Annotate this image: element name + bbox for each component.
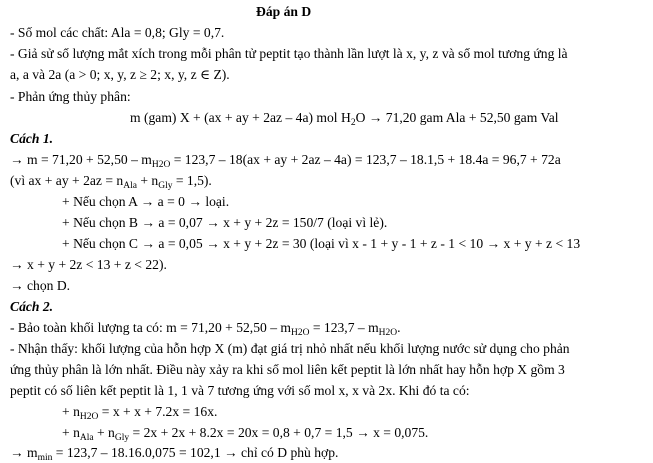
method-2-heading: Cách 2. bbox=[10, 299, 54, 314]
option-b-line: + Nếu chọn B → a = 0,07 → x + y + 2z = 150/7 (loại vì lẻ). bbox=[62, 215, 388, 230]
text-line: (vì ax + ay + $2az = n_{Ala} + n_{Gly} = 1,5$). bbox=[10, 173, 212, 191]
text-line: + $n_{Ala} + n_{Gly} = 2x + 2x + 8.2x = 20x = 0,8 + 0,7 = 1,5 \to x = 0,075$. bbox=[62, 425, 429, 443]
conclusion-line: → chọn D. bbox=[10, 278, 71, 293]
text-line: - Phản ứng thủy phân: bbox=[10, 89, 131, 104]
method-1-heading: Cách 1. bbox=[10, 131, 54, 146]
option-c-line: + Nếu chọn C → a = 0,05 → x + y + 2z = 30 (loại vì x - 1 + y - 1 + z - 1 < 10 → x + y + z < 13 bbox=[62, 236, 581, 251]
text-line: a, a và 2a (a > 0; x, y, z ≥ 2; x, y, z ∈ Z). bbox=[10, 67, 230, 82]
option-a-line: + Nếu chọn A → a = 0 → loại. bbox=[62, 194, 230, 209]
text-line: ứng thủy phân là lớn nhất. Điều này xảy ra khi số mol liên kết peptit là lớn nhất hay hỗn hợp X gồm 3 bbox=[10, 362, 565, 377]
text-line: + $n_{H2O} = x + x + 7.2x = 16x$. bbox=[62, 404, 218, 422]
text-line: - Số mol các chất: Ala = 0,8; Gly = 0,7. bbox=[10, 25, 225, 40]
text-line: → x + y + 2z < 13 + z < 22). bbox=[10, 257, 167, 272]
answer-title: Đáp án D bbox=[256, 4, 312, 19]
text-line: - Giả sử số lượng mắt xích trong mỗi phân tử peptit tạo thành lần lượt là x, y, z và số mol tương ứng là bbox=[10, 46, 568, 61]
reaction-equation: m (gam) X + (ax + ay + 2az – 4a) mol $H_2O \to 71,20$ gam Ala + 52,50 gam Val bbox=[130, 110, 559, 128]
text-line: → $m = 71,20 + 52,50 - m_{H2O} = 123,7 - 18(ax$ + ay + 2az – 4a) = 123,7 – 18.1,5 + 18.4a = 96,7 + 72a bbox=[10, 152, 561, 170]
text-line: - Bảo toàn khối lượng ta có: $m = 71,20 + 52,50 - m_{H2O} = 123,7 - m_{H2O}$. bbox=[10, 320, 401, 338]
text-line: - Nhận thấy: khối lượng của hỗn hợp X (m) đạt giá trị nhỏ nhất nếu khối lượng nước sử dụng cho phản bbox=[10, 341, 570, 356]
text-line: peptit có số liên kết peptit là 1, 1 và 7 tương ứng với số mol x, x và 2x. Khi đó ta có: bbox=[10, 383, 470, 398]
final-line: → $m_{min} = 123,7 - 18.16.0,075 = 102,1$ → chỉ có D phù hợp. bbox=[10, 445, 339, 463]
